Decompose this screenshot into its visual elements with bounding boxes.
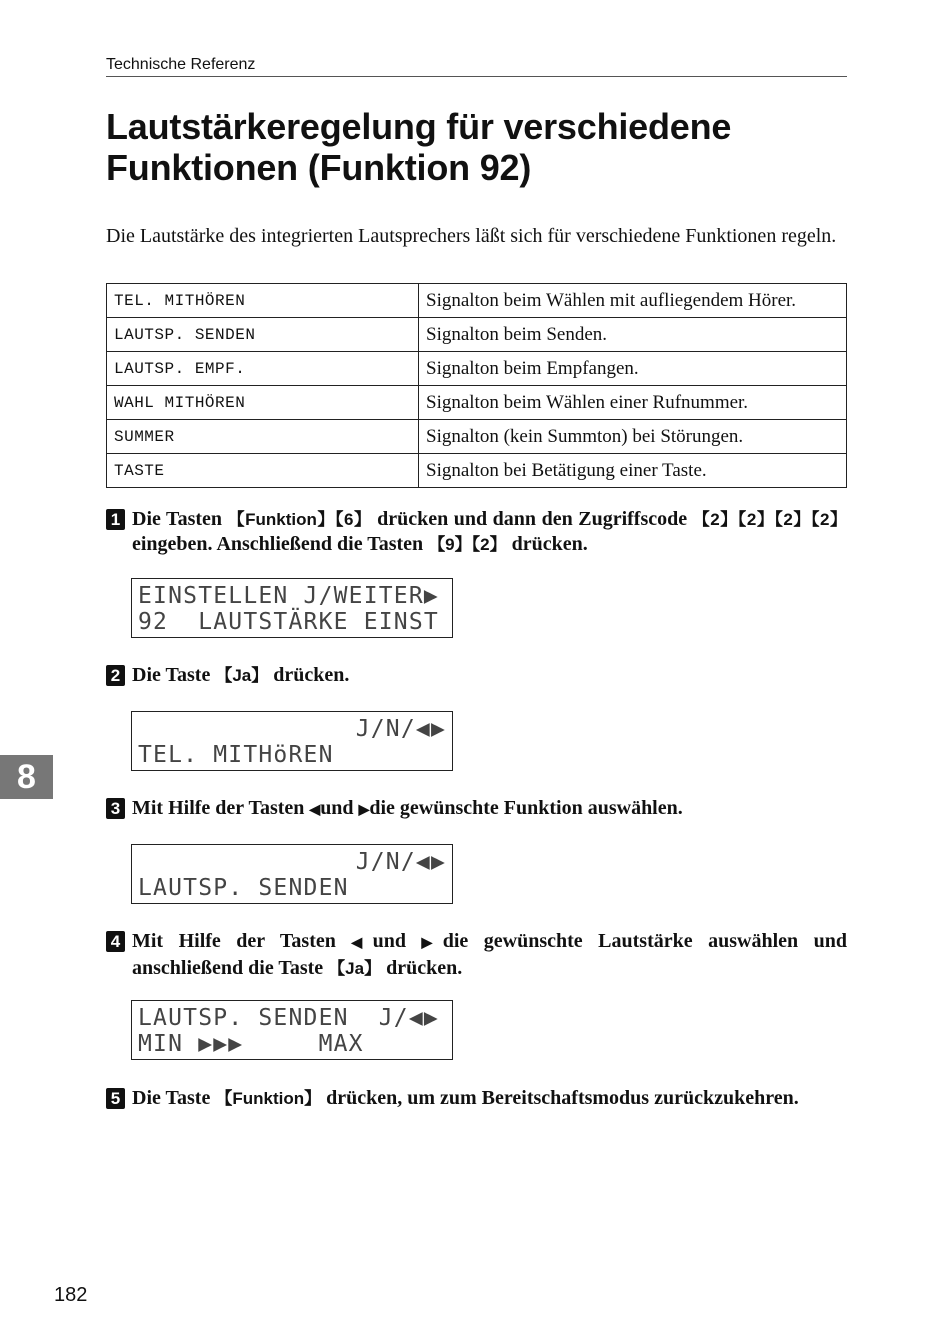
function-code: SUMMER: [107, 420, 419, 454]
function-code: WAHL MITHÖREN: [107, 386, 419, 420]
function-code: LAUTSP. EMPF.: [107, 352, 419, 386]
function-code: LAUTSP. SENDEN: [107, 318, 419, 352]
step-text-part: drücken.: [506, 533, 588, 555]
step-number: 1: [106, 509, 125, 530]
table-row: [107, 318, 847, 352]
step-text-part: die gewünschte Funktion auswählen.: [369, 797, 683, 819]
step-text: [132, 929, 847, 981]
step-text-part: eingeben. Anschließend die Tasten: [132, 533, 429, 555]
step-number: 3: [106, 798, 125, 819]
step-text-part: drücken, um zum Bereitschaftsmodus zurückzukehren.: [321, 1087, 799, 1109]
right-arrow-icon: ▶: [358, 803, 370, 818]
function-code: TEL. MITHÖREN: [107, 284, 419, 318]
lcd-line-1: J/N/◀▶: [355, 716, 446, 742]
chapter-tab: 8: [0, 755, 53, 799]
step-text-part: Die Taste: [132, 664, 216, 686]
table-row: [107, 386, 847, 420]
step-4: [106, 929, 847, 981]
step-text-part: drücken.: [268, 664, 350, 686]
key-label: 【Ja】: [215, 666, 269, 685]
running-header: Technische Referenz: [106, 56, 847, 77]
lcd-display-1: [131, 578, 453, 638]
key-label: 【2】【2】【2】【2】: [692, 510, 847, 529]
step-text-part: Mit Hilfe der Tasten: [132, 797, 310, 819]
lcd-line-2: 92 LAUTSTÄRKE EINST: [138, 609, 439, 635]
step-text-part: und: [372, 930, 422, 952]
function-description: Signalton beim Senden.: [419, 318, 847, 352]
step-1: [106, 507, 847, 557]
step-text-part: die gewünschte Lautstärke auswählen und anschließend die Taste: [132, 930, 847, 979]
lcd-line-1: EINSTELLEN J/WEITER▶: [138, 583, 439, 609]
left-arrow-icon: ◀: [309, 803, 321, 818]
lcd-display-2: [131, 711, 453, 771]
lcd-line-1: J/N/◀▶: [355, 849, 446, 875]
step-3: [106, 796, 847, 823]
lcd-line-2: MIN ▶▶▶ MAX: [138, 1031, 364, 1057]
step-text: [132, 507, 847, 557]
step-text-part: drücken.: [381, 957, 463, 979]
lcd-display-4: [131, 1000, 453, 1060]
step-number: 5: [106, 1088, 125, 1109]
key-label: 【Funktion】【6】: [227, 510, 372, 529]
page-number: 182: [54, 1284, 88, 1306]
step-5: [106, 1086, 847, 1111]
function-code: TASTE: [107, 454, 419, 488]
title-line-1: Lautstärkeregelung für verschiedene: [106, 106, 732, 147]
key-label: 【9】【2】: [428, 535, 507, 554]
step-number: 4: [106, 931, 125, 952]
step-text-part: drücken und dann den Zugriffscode: [371, 508, 693, 530]
step-text-part: Die Taste: [132, 1087, 216, 1109]
function-description: Signalton beim Empfangen.: [419, 352, 847, 386]
step-text: [132, 1086, 847, 1111]
table-row: [107, 352, 847, 386]
function-description: Signalton bei Betätigung einer Taste.: [419, 454, 847, 488]
intro-paragraph: Die Lautstärke des integrierten Lautsprechers läßt sich für verschiedene Funktionen regeln.: [106, 225, 837, 247]
function-description: Signalton beim Wählen einer Rufnummer.: [419, 386, 847, 420]
title-line-2: Funktionen (Funktion 92): [106, 147, 532, 188]
table-row: [107, 284, 847, 318]
step-text: [132, 796, 847, 823]
functions-table: [106, 283, 847, 488]
step-text: [132, 663, 847, 688]
step-text-part: Die Tasten: [132, 508, 228, 530]
step-text-part: Mit Hilfe der Tasten: [132, 930, 352, 952]
key-label: 【Funktion】: [215, 1089, 322, 1108]
left-arrow-icon: ◀: [351, 936, 373, 951]
lcd-line-2: TEL. MITHöREN: [138, 742, 334, 768]
function-description: Signalton (kein Summton) bei Störungen.: [419, 420, 847, 454]
function-description: Signalton beim Wählen mit aufliegendem Hörer.: [419, 284, 847, 318]
key-label: 【Ja】: [328, 959, 382, 978]
step-text-part: und: [320, 797, 359, 819]
lcd-display-3: [131, 844, 453, 904]
table-row: [107, 420, 847, 454]
step-2: [106, 663, 847, 688]
right-arrow-icon: ▶: [421, 936, 443, 951]
table-row: [107, 454, 847, 488]
lcd-line-2: LAUTSP. SENDEN: [138, 875, 349, 901]
lcd-line-1: LAUTSP. SENDEN J/◀▶: [138, 1005, 439, 1031]
step-number: 2: [106, 665, 125, 686]
page-title: [106, 106, 846, 188]
